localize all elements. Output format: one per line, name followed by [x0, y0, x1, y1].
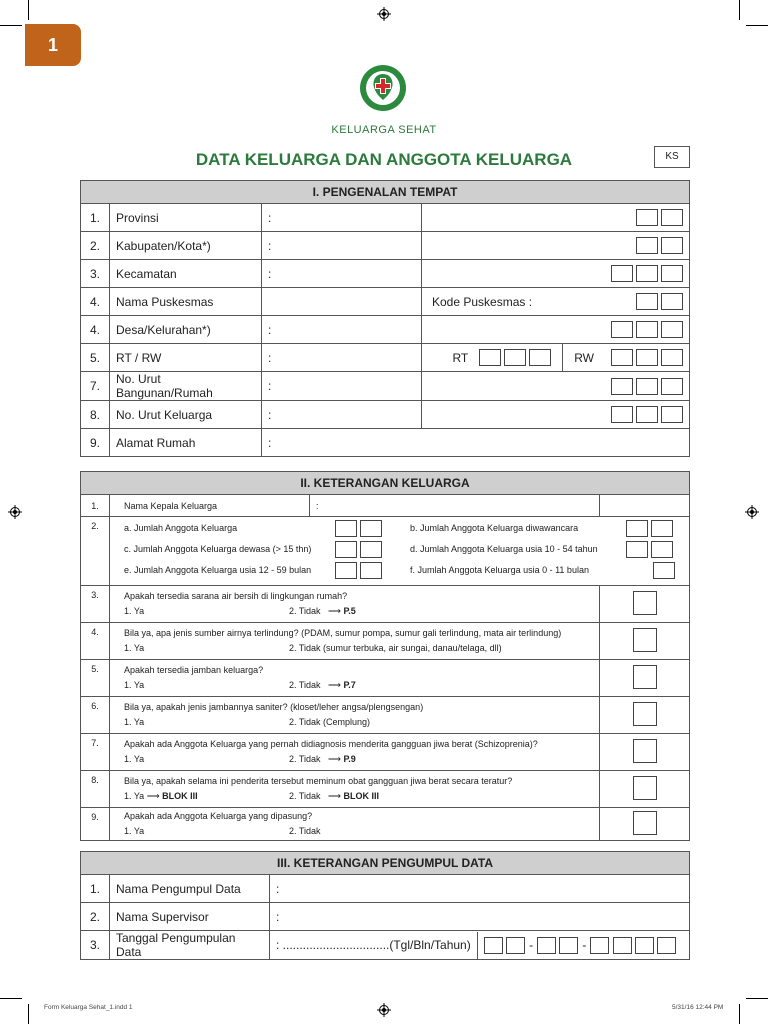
section-2-header: II. KETERANGAN KELUARGA [81, 472, 690, 495]
kepala-keluarga-code[interactable] [600, 495, 690, 517]
table-row: 3. Apakah tersedia sarana air bersih di lingkungan rumah? 1. Ya 2. Tidak ⟶ P.5 [81, 586, 690, 623]
brand-name: KELUARGA SEHAT [331, 124, 437, 136]
section-1-header: I. PENGENALAN TEMPAT [81, 181, 690, 204]
nama-supervisor-field[interactable]: : [270, 903, 690, 931]
table-row: 3. Kecamatan : [81, 260, 690, 288]
table-row: 4. Nama Puskesmas Kode Puskesmas : [81, 288, 690, 316]
footer-file-name: Form Keluarga Sehat_1.indd 1 [44, 1004, 133, 1011]
table-row: 5. Apakah tersedia jamban keluarga? 1. Ya 2. Tidak ⟶ P.7 [81, 660, 690, 697]
rw-cell[interactable] [661, 349, 683, 366]
arrow-right-icon: ⟶ [323, 606, 344, 616]
field-label: Alamat Rumah [110, 429, 262, 457]
table-row: 5. RT / RW : RT RW [81, 344, 690, 372]
code-cell[interactable] [611, 406, 633, 423]
field-label: Nama Puskesmas [110, 288, 262, 316]
table-row: 2. Kabupaten/Kota*) : [81, 232, 690, 260]
table-row: 1. Provinsi : [81, 204, 690, 232]
rt-label: RT [452, 350, 469, 365]
table-row: 4. Desa/Kelurahan*) : [81, 316, 690, 344]
footer-date: 5/31/16 12:44 PM [672, 1004, 724, 1011]
count-cell[interactable] [626, 541, 648, 558]
answer-box[interactable] [633, 628, 657, 652]
table-row: 1. Nama Pengumpul Data : [81, 875, 690, 903]
answer-box[interactable] [633, 702, 657, 726]
rt-rw-field[interactable]: : [262, 344, 422, 372]
registration-mark-icon [377, 1003, 391, 1017]
rt-cell[interactable] [479, 349, 501, 366]
kabupaten-field[interactable]: : [262, 232, 422, 260]
count-cell[interactable] [626, 520, 648, 537]
field-label: No. Urut Bangunan/Rumah [110, 372, 262, 401]
answer-box[interactable] [633, 739, 657, 763]
date-cell[interactable] [657, 937, 676, 954]
field-label: RT / RW [110, 344, 262, 372]
table-row: 2. Nama Supervisor : [81, 903, 690, 931]
table-row: 3. Tanggal Pengumpulan Data : ................................(Tgl/Bln/Tahun) - - [81, 931, 690, 960]
count-cell[interactable] [651, 541, 673, 558]
table-row: 8. Bila ya, apakah selama ini penderita tersebut meminum obat gangguan jiwa berat secara teratur? 1. Ya ⟶ BLOK III 2. Tidak ⟶ BLOK III [81, 771, 690, 808]
crop-mark [0, 25, 22, 26]
section-3-table [80, 851, 690, 960]
code-cell[interactable] [611, 265, 633, 282]
provinsi-field[interactable]: : [262, 204, 422, 232]
field-label: Tanggal Pengumpulan Data [110, 931, 270, 960]
count-cell[interactable] [360, 541, 382, 558]
section-2-table [80, 471, 690, 841]
alamat-rumah-field[interactable]: : [262, 429, 690, 457]
table-row: 7. Apakah ada Anggota Keluarga yang pernah didiagnosis menderita gangguan jiwa berat (Schizoprenia)? 1. Ya 2. Tidak ⟶ P.9 [81, 734, 690, 771]
nama-kepala-keluarga-field[interactable]: : [310, 495, 600, 517]
crop-mark [746, 25, 768, 26]
code-cell[interactable] [636, 293, 658, 310]
registration-mark-icon [8, 505, 22, 519]
crop-mark [739, 1004, 740, 1024]
section-1-table [80, 180, 690, 457]
registration-mark-icon [377, 7, 391, 21]
code-cell[interactable] [661, 265, 683, 282]
form-code-box: KS [654, 146, 690, 168]
date-cell[interactable] [537, 937, 556, 954]
date-cell[interactable] [506, 937, 525, 954]
code-cell[interactable] [611, 378, 633, 395]
crop-mark [746, 998, 768, 999]
document-title: DATA KELUARGA DAN ANGGOTA KELUARGA [195, 150, 573, 169]
count-cell[interactable] [651, 520, 673, 537]
date-cell[interactable] [635, 937, 654, 954]
code-cell[interactable] [661, 237, 683, 254]
registration-mark-icon [745, 505, 759, 519]
count-cell[interactable] [335, 562, 357, 579]
section-3-header: III. KETERANGAN PENGUMPUL DATA [81, 852, 690, 875]
arrow-right-icon: ⟶ [323, 754, 344, 764]
count-cell[interactable] [335, 520, 357, 537]
code-cell[interactable] [636, 406, 658, 423]
kode-puskesmas-label: Kode Puskesmas : [432, 294, 533, 309]
table-row: 4. Bila ya, apa jenis sumber airnya terlindung? (PDAM, sumur pompa, sumur gali terlindung, mata air terlindung) 1. Ya 2. Tidak (sumur terbuka, air sungai, danau/telaga, dll) [81, 623, 690, 660]
answer-box[interactable] [633, 776, 657, 800]
field-label: Kabupaten/Kota*) [110, 232, 262, 260]
answer-box[interactable] [633, 811, 657, 835]
rw-cell[interactable] [611, 349, 633, 366]
rw-label: RW [574, 350, 595, 365]
answer-box[interactable] [633, 591, 657, 615]
table-row: 9. Apakah ada Anggota Keluarga yang dipasung? 1. Ya 2. Tidak [81, 808, 690, 841]
count-cell[interactable] [653, 562, 675, 579]
table-row: 7. No. Urut Bangunan/Rumah : [81, 372, 690, 401]
code-cell[interactable] [636, 237, 658, 254]
field-label: No. Urut Keluarga [110, 401, 262, 429]
arrow-right-icon: ⟶ [323, 680, 344, 690]
crop-mark [28, 1004, 29, 1024]
rw-cell[interactable] [636, 349, 658, 366]
code-cell[interactable] [636, 209, 658, 226]
table-row: 1. Nama Kepala Keluarga : [81, 495, 690, 517]
nama-pengumpul-field[interactable]: : [270, 875, 690, 903]
code-cell[interactable] [661, 293, 683, 310]
table-row: 8. No. Urut Keluarga : [81, 401, 690, 429]
code-cell[interactable] [636, 321, 658, 338]
code-cell[interactable] [661, 406, 683, 423]
count-cell[interactable] [360, 520, 382, 537]
code-cell[interactable] [636, 378, 658, 395]
crop-mark [739, 0, 740, 20]
date-cell[interactable] [590, 937, 609, 954]
arrow-right-icon: ⟶ [323, 791, 344, 801]
crop-mark [28, 0, 29, 20]
field-label: Desa/Kelurahan*) [110, 316, 262, 344]
code-cell[interactable] [661, 209, 683, 226]
field-label: Nama Supervisor [110, 903, 270, 931]
code-cell[interactable] [661, 378, 683, 395]
field-label: Kecamatan [110, 260, 262, 288]
desa-field[interactable]: : [262, 316, 422, 344]
code-cell[interactable] [636, 265, 658, 282]
date-cell[interactable] [484, 937, 503, 954]
no-urut-bangunan-field[interactable]: : [262, 372, 422, 401]
table-row: 2. a. Jumlah Anggota Keluarga c. Jumlah Anggota Keluarga dewasa (> 15 thn) e. Jumlah Anggota Keluarga usia 12 - 59 bulan b. Jumlah Anggota Keluarga diwawancara d. Jumlah Anggota Keluarga usia 10 - 54 tahun f. Jumlah Anggota Keluarga usia 0 - 11 bulan [81, 517, 690, 586]
count-cell[interactable] [360, 562, 382, 579]
table-row: 6. Bila ya, apakah jenis jambannya saniter? (kloset/leher angsa/plengsengan) 1. Ya 2. Tidak (Cemplung) [81, 697, 690, 734]
answer-box[interactable] [633, 665, 657, 689]
date-cell[interactable] [559, 937, 578, 954]
rt-cell[interactable] [529, 349, 551, 366]
crop-mark [0, 998, 22, 999]
field-label: Nama Pengumpul Data [110, 875, 270, 903]
bakti-husada-logo-icon [358, 60, 408, 116]
field-label: Provinsi [110, 204, 262, 232]
page-number-tab: 1 [25, 24, 81, 66]
code-cell[interactable] [661, 321, 683, 338]
puskesmas-field[interactable] [262, 288, 422, 316]
code-cell[interactable] [611, 321, 633, 338]
rt-cell[interactable] [504, 349, 526, 366]
date-cell[interactable] [613, 937, 632, 954]
no-urut-keluarga-field[interactable]: : [262, 401, 422, 429]
kecamatan-field[interactable]: : [262, 260, 422, 288]
table-row: 9. Alamat Rumah : [81, 429, 690, 457]
arrow-right-icon: ⟶ [144, 791, 163, 801]
count-cell[interactable] [335, 541, 357, 558]
